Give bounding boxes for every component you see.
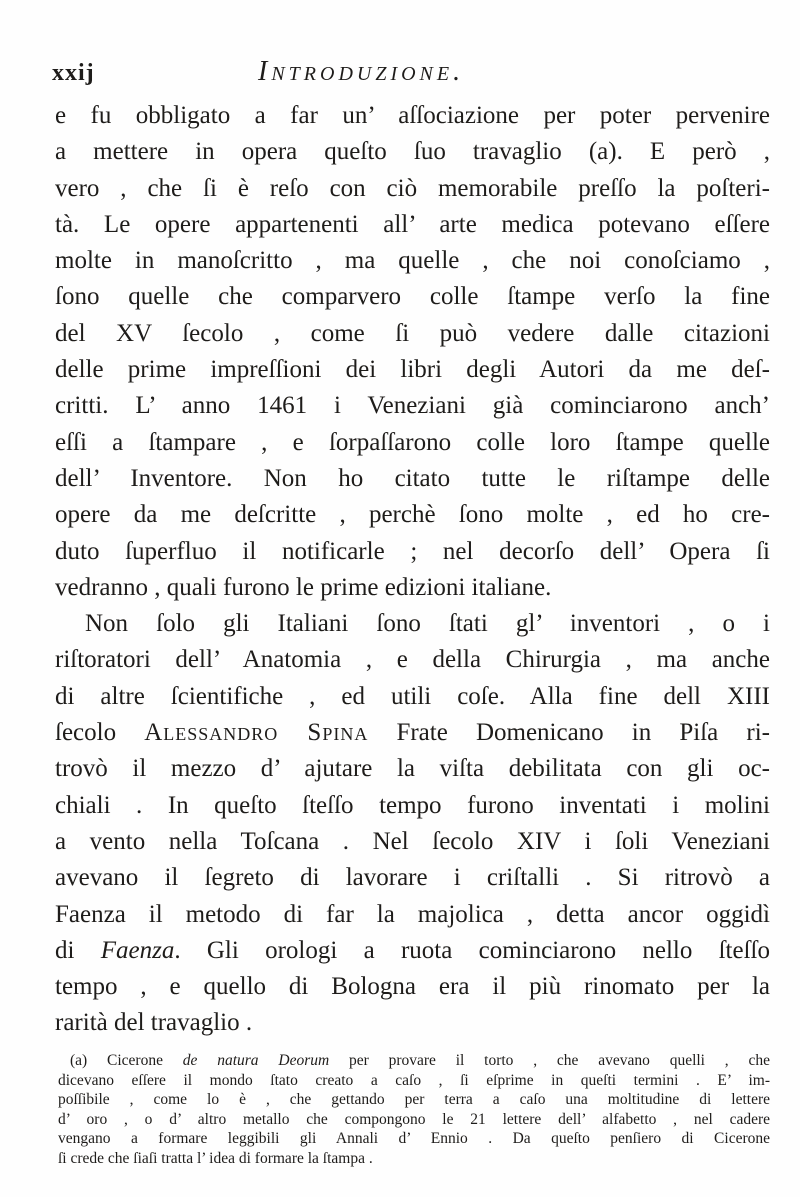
footnote xyxy=(58,1051,770,1169)
text-line: rarità del travaglio . xyxy=(55,1009,253,1037)
text-line xyxy=(55,933,770,969)
footnote-marker: (a) xyxy=(70,1052,88,1069)
text-line: chiali . In queſto ſteſſo tempo furono inventati i molini xyxy=(55,791,770,819)
footnote-line: ſi crede che ſiaſi tratta l’ idea di formare la ſtampa . xyxy=(58,1149,373,1167)
page-number: xxij xyxy=(52,60,95,86)
text-segment: . Gli orologi a ruota cominciarono nello ſteſſo xyxy=(174,936,770,964)
main-text xyxy=(55,98,770,1042)
text-line: molte in manoſcritto , ma quelle , che noi conoſciamo , xyxy=(55,247,770,275)
text-line: e fu obbligato a far un’ aſſociazione per poter pervenire xyxy=(55,102,770,129)
text-segment: per provare il torto , che avevano quelli , che xyxy=(329,1052,770,1069)
text-line: vero , che ſi è reſo con ciò memorabile preſſo la poſteri- xyxy=(55,174,770,202)
text-line: riſtoratori dell’ Anatomia , e della Chirurgia , ma anche xyxy=(55,646,770,674)
text-line: tà. Le opere appartenenti all’ arte medica potevano eſſere xyxy=(55,210,770,238)
text-line: Non ſolo gli Italiani ſono ſtati gl’ inventori , o i xyxy=(85,610,770,638)
text-line: critti. L’ anno 1461 i Veneziani già cominciarono anch’ xyxy=(55,392,770,420)
footnote-line xyxy=(58,1051,770,1071)
footnote-line: vengano a formare leggibili gli Annali d’ Ennio . Da queſto penſiero di Cicerone xyxy=(58,1130,770,1148)
footnote-line: dicevano eſſere il mondo ſtato creato a caſo , ſi eſprime in queſti termini . E’ im- xyxy=(58,1071,770,1089)
text-line: dell’ Inventore. Non ho citato tutte le riſtampe delle xyxy=(55,464,770,492)
footnote-line: poſſibile , come lo è , che gettando per terra a caſo una moltitudine di lettere xyxy=(58,1091,770,1109)
text-line: trovò il mezzo d’ ajutare la viſta debilitata con gli oc- xyxy=(55,755,770,783)
text-segment: di xyxy=(55,936,101,964)
text-line xyxy=(55,715,770,751)
text-line: opere da me deſcritte , perchè ſono molte , ed ho cre- xyxy=(55,501,770,529)
text-line: a mettere in opera queſto ſuo travaglio (a). E però , xyxy=(55,138,770,166)
italic-word: Faenza xyxy=(100,936,175,964)
text-line: vedranno , quali furono le prime edizioni italiane. xyxy=(55,573,552,601)
text-line: ſono quelle che comparvero colle ſtampe verſo la fine xyxy=(55,283,770,311)
text-line: tempo , e quello di Bologna era il più rinomato per la xyxy=(55,973,770,1001)
text-line: avevano il ſegreto di lavorare i criſtalli . Si ritrovò a xyxy=(55,864,770,892)
text-line: delle prime impreſſioni dei libri degli Autori da me deſ- xyxy=(55,356,770,384)
text-segment: Frate Domenicano in Piſa ri- xyxy=(368,719,770,747)
person-name: Alessandro Spina xyxy=(144,719,369,747)
text-line: di altre ſcientifiche , ed utili coſe. Alla fine dell XIII xyxy=(55,682,770,710)
text-line: eſſi a ſtampare , e ſorpaſſarono colle loro ſtampe quelle xyxy=(55,428,770,456)
page-header xyxy=(48,56,768,92)
footnote-line: d’ oro , o d’ altro metallo che compongono le 21 lettere dell’ alfabetto , nel cadere xyxy=(58,1110,770,1128)
text-line: a vento nella Toſcana . Nel ſecolo XIV i ſoli Veneziani xyxy=(55,827,770,855)
text-segment: ſecolo xyxy=(55,719,145,747)
text-segment: Cicerone xyxy=(87,1052,183,1069)
text-line: duto ſuperfluo il notificarle ; nel decorſo dell’ Opera ſi xyxy=(55,537,770,565)
text-line: del XV ſecolo , come ſi può vedere dalle citazioni xyxy=(55,319,770,347)
text-line: Faenza il metodo di far la majolica , detta ancor oggidì xyxy=(55,900,770,928)
italic-title: de natura Deorum xyxy=(182,1052,330,1069)
running-head: Introduzione. xyxy=(258,56,465,87)
